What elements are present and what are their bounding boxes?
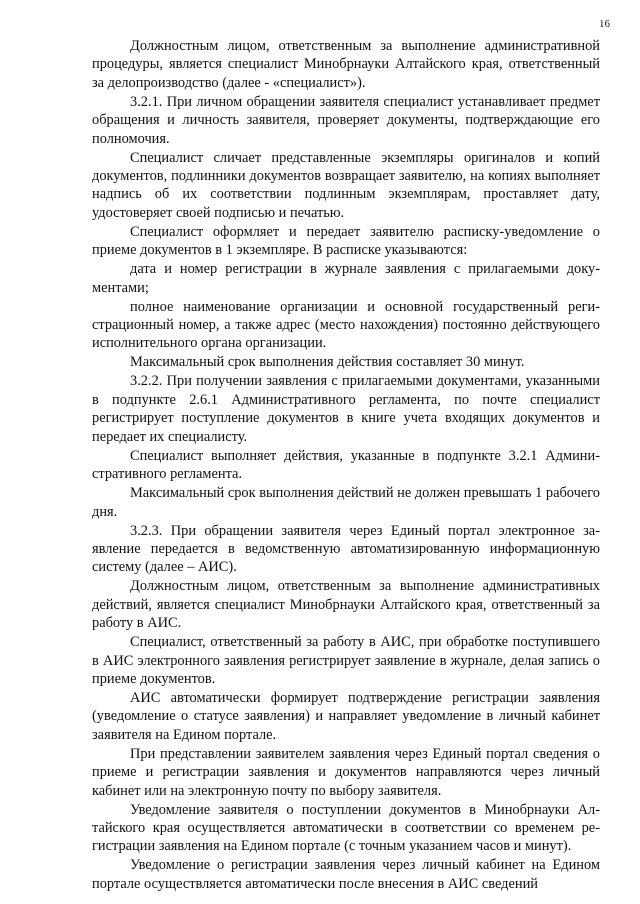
paragraph: Специалист, ответственный за работу в АИС, при обработке поступившего в АИС электронного заявления регистрирует заявление в журнале, делая запись о приеме документов.: [92, 634, 600, 687]
paragraph: 3.2.2. При получении заявления с прилагаемыми документами, указанными в подпункте 2.6.1 Административного регламента, по почте специалист регистрирует поступление документов в книге учета входящих документов и передает их специалисту.: [92, 373, 600, 445]
paragraph: дата и номер регистрации в журнале заявления с прилагаемыми документами;: [92, 261, 600, 296]
paragraph: 3.2.1. При личном обращении заявителя специалист устанавливает предмет обращения и личность заявителя, проверяет документы, подтверждающие его полномочия.: [92, 93, 600, 147]
paragraph: Должностным лицом, ответственным за выполнение административной процедуры, является специалист Минобрнауки Алтайского края, ответственный за делопроизводство (далее - «специалист»).: [92, 38, 600, 91]
page-number: 16: [599, 18, 610, 30]
paragraph: Уведомление заявителя о поступлении документов в Минобрнауки Алтайского края осуществляется автоматически в соответствии со временем регистрации заявления на Едином портале (с точным указанием часов и минут).: [92, 801, 600, 855]
document-body: [92, 37, 600, 894]
paragraph: Специалист оформляет и передает заявителю расписку-уведомление о приеме документов в 1 экземпляре. В расписке указываются:: [92, 223, 600, 259]
paragraph: Максимальный срок выполнения действия составляет 30 минут.: [130, 354, 525, 371]
paragraph: Специалист сличает представленные экземпляры оригиналов и копий документов, подлинники документов возвращает заявителю, на копиях выполняет надпись об их соответствии подлинным экземплярам, проставляет дату, удостоверяет своей подписью и печатью.: [92, 149, 600, 221]
paragraph: 3.2.3. При обращении заявителя через Единый портал электронное заявление передается в ведомственную автоматизированную информационную систему (далее – АИС).: [92, 522, 600, 576]
paragraph: При представлении заявителем заявления через Единый портал сведения о приеме и регистрации заявления и документов направляются через личный кабинет или на электронную почту по выбору заявителя.: [92, 745, 600, 799]
paragraph: полное наименование организации и основной государственный регистрационный номер, а также адрес (место нахождения) постоянно действующего исполнительного органа организации.: [92, 298, 600, 352]
paragraph: Максимальный срок выполнения действий не должен превышать 1 рабочего дня.: [92, 485, 600, 520]
paragraph: АИС автоматически формирует подтверждение регистрации заявления (уведомление о статусе заявления) и направляет уведомление в личный кабинет заявителя на Едином портале.: [92, 689, 600, 743]
paragraph: Уведомление о регистрации заявления через личный кабинет на Едином портале осуществляется автоматически после внесения в АИС сведений: [92, 857, 600, 892]
paragraph: Специалист выполняет действия, указанные в подпункте 3.2.1 Административного регламента.: [92, 447, 600, 483]
paragraph: Должностным лицом, ответственным за выполнение административных действий, является специалист Минобрнауки Алтайского края, ответственный за работу в АИС.: [92, 578, 600, 632]
